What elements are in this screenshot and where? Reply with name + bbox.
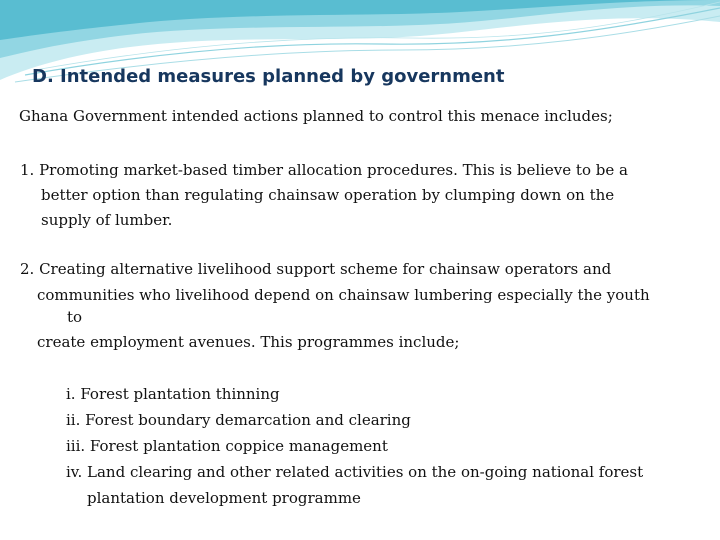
point-1-line-3: supply of lumber. [41, 211, 173, 229]
sub-item-2: ii. Forest boundary demarcation and clearing [66, 411, 411, 429]
intro-text: Ghana Government intended actions planned to control this menace includes; [19, 107, 613, 125]
sub-item-1: i. Forest plantation thinning [66, 385, 280, 403]
point-2-line-1: 2. Creating alternative livelihood support scheme for chainsaw operators and [20, 260, 612, 278]
point-1-line-2: better option than regulating chainsaw operation by clumping down on the [41, 186, 615, 204]
point-2-line-4: create employment avenues. This programmes include; [37, 333, 460, 351]
sub-item-4: iv. Land clearing and other related activities on the on-going national forest [66, 463, 644, 481]
point-1-continuation [41, 183, 614, 233]
point-2-line-3: to [67, 308, 83, 326]
slide-title: D. Intended measures planned by government [32, 66, 505, 87]
point-2-line-2: communities who livelihood depend on chainsaw lumbering especially the youth [37, 286, 650, 304]
sub-item-3: iii. Forest plantation coppice management [66, 437, 388, 455]
point-1-line-1: 1. Promoting market-based timber allocation procedures. This is believe to be a [20, 161, 628, 179]
sub-item-4-continuation: plantation development programme [87, 489, 361, 507]
